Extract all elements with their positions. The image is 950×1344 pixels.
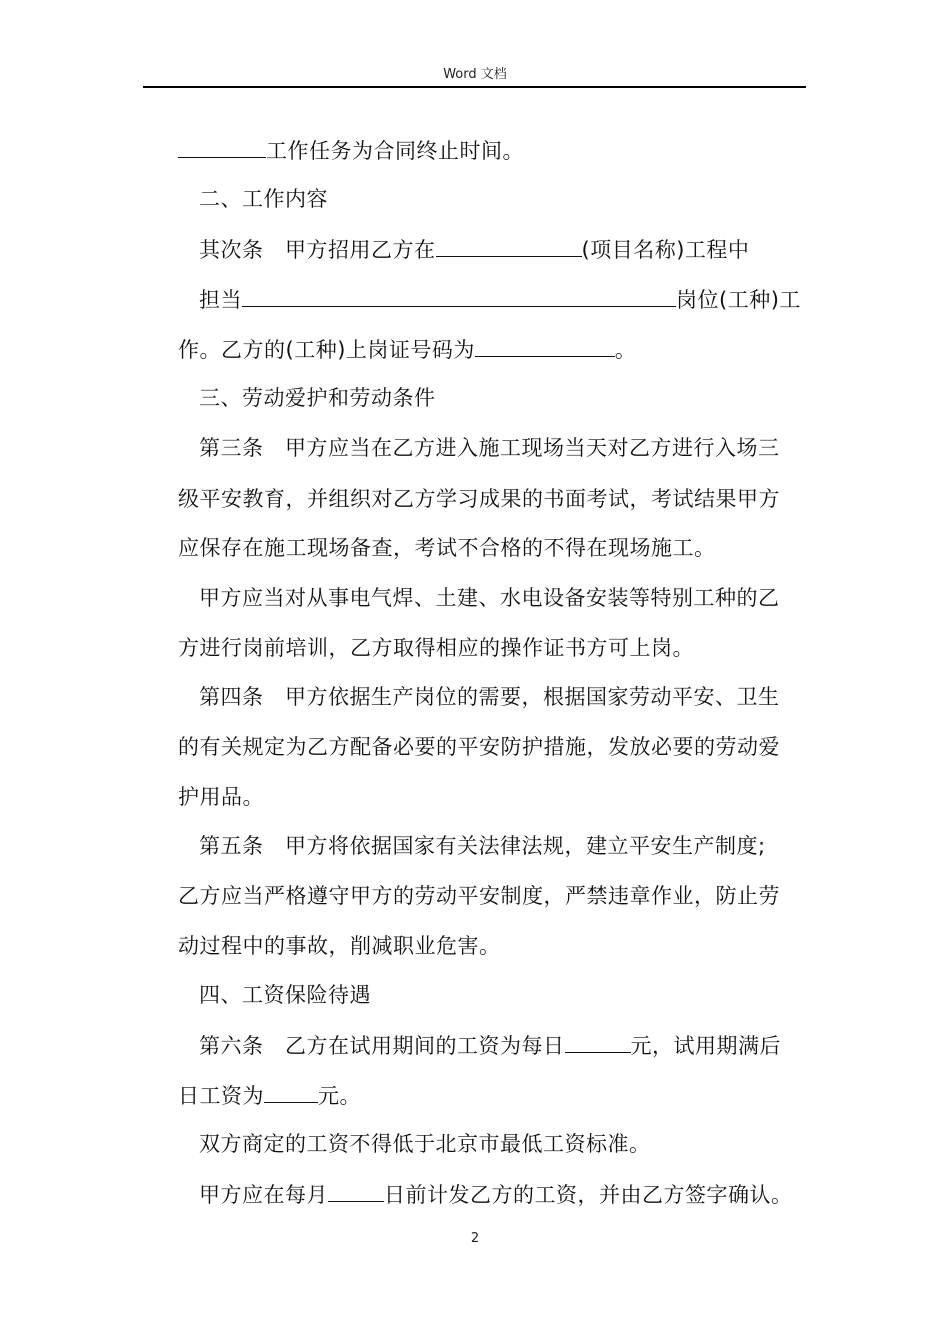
header-divider xyxy=(143,86,806,88)
fill-in-blank xyxy=(264,1079,318,1103)
header-title: Word 文档 xyxy=(443,67,507,82)
section-heading: 二、工作内容 xyxy=(199,187,328,211)
section-heading: 三、劳动爱护和劳动条件 xyxy=(199,386,436,410)
fill-in-blank xyxy=(242,283,676,307)
paragraph-line: 第三条 甲方应当在乙方进入施工现场当天对乙方进行入场三 xyxy=(199,436,780,460)
paragraph-line: 第四条 甲方依据生产岗位的需要，根据国家劳动平安、卫生 xyxy=(199,685,780,709)
page-number: 2 xyxy=(470,1231,480,1246)
paragraph-line: 第五条 甲方将依据国家有关法律法规，建立平安生产制度; xyxy=(199,834,766,858)
paragraph-line: 担当 岗位(工种)工 xyxy=(0,283,950,315)
paragraph-line: 作。乙方的(工种)上岗证号码为 。 xyxy=(0,333,950,365)
paragraph-line: 其次条 甲方招用乙方在 (项目名称)工程中 xyxy=(0,233,950,265)
fill-in-blank xyxy=(328,1178,384,1202)
paragraph-line: 日工资为 元。 xyxy=(0,1079,950,1111)
paragraph-line: 动过程中的事故，削减职业危害。 xyxy=(178,934,501,958)
paragraph-line: 乙方应当严格遵守甲方的劳动平安制度，严禁违章作业，防止劳 xyxy=(178,884,780,908)
paragraph-line: 双方商定的工资不得低于北京市最低工资标准。 xyxy=(199,1132,651,1156)
paragraph-line: 护用品。 xyxy=(178,785,264,809)
paragraph-line: 级平安教育，并组织对乙方学习成果的书面考试，考试结果甲方 xyxy=(178,487,780,511)
fill-in-blank xyxy=(475,333,615,357)
fill-in-blank xyxy=(565,1029,631,1053)
paragraph-line: 第六条 乙方在试用期间的工资为每日 元，试用期满后 xyxy=(0,1029,950,1061)
paragraph-line: 工作任务为合同终止时间。 xyxy=(0,134,950,166)
fill-in-blank xyxy=(436,233,582,257)
section-heading: 四、工资保险待遇 xyxy=(199,983,371,1007)
fill-in-blank xyxy=(178,134,266,158)
paragraph-line: 甲方应在每月 日前计发乙方的工资，并由乙方签字确认。 xyxy=(0,1178,950,1210)
paragraph-line: 甲方应当对从事电气焊、土建、水电设备安装等特别工种的乙 xyxy=(199,586,780,610)
paragraph-line: 应保存在施工现场备查，考试不合格的不得在现场施工。 xyxy=(178,536,716,560)
paragraph-line: 的有关规定为乙方配备必要的平安防护措施，发放必要的劳动爱 xyxy=(178,735,780,759)
paragraph-line: 方进行岗前培训，乙方取得相应的操作证书方可上岗。 xyxy=(178,636,694,660)
